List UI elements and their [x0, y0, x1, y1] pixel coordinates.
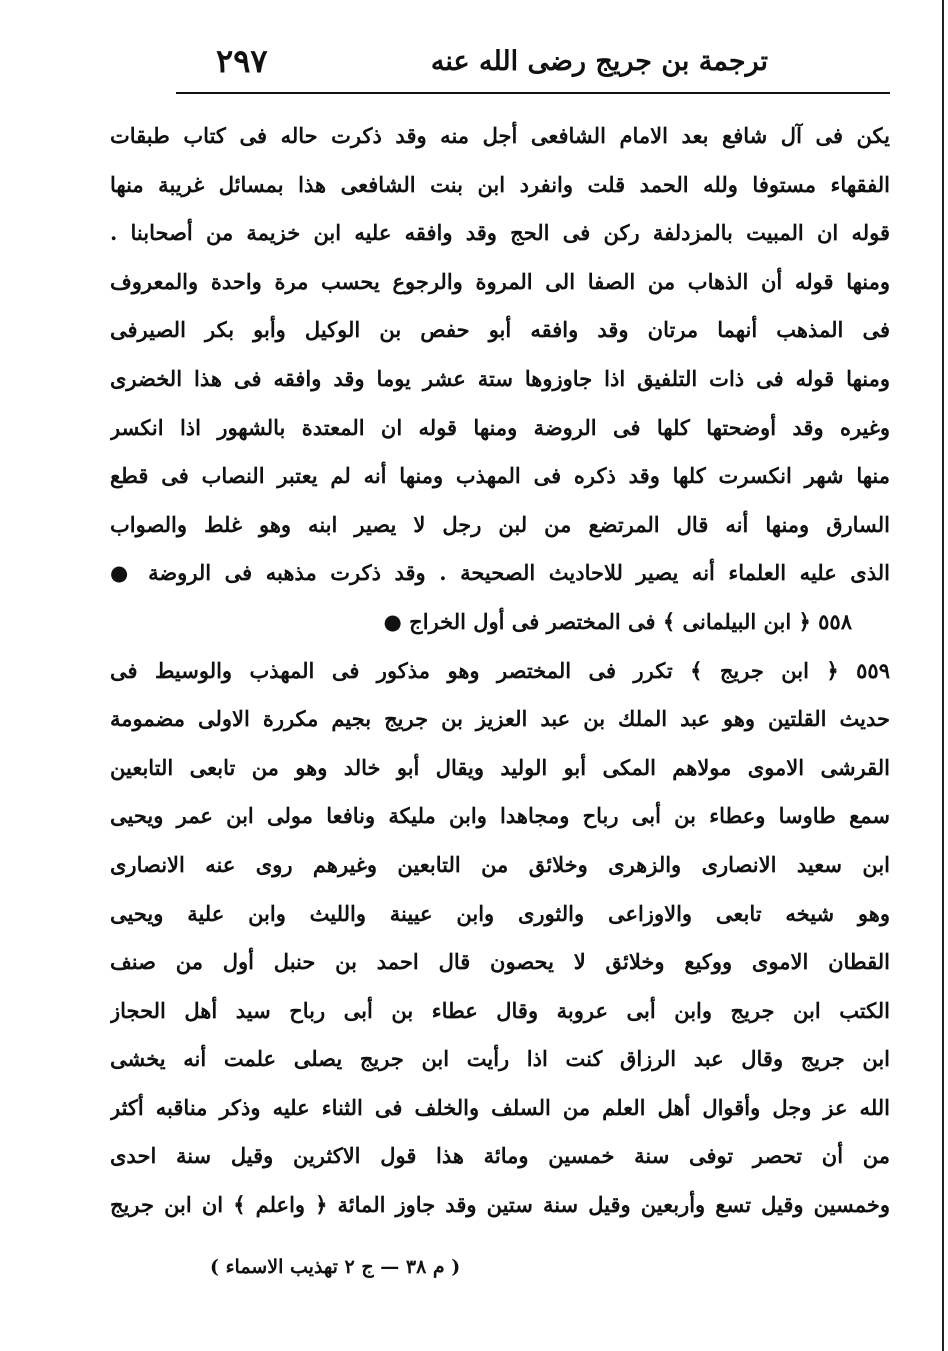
text-line: قوله ان المبيت بالمزدلفة ركن فى الحج وقد وافقه عليه ابن خزيمة من أصحابنا .	[110, 220, 890, 246]
text-line: الله عز وجل وأقوال أهل العلم من السلف والخلف فى الثناء عليه وذكر مناقبه أكثر	[110, 1094, 890, 1120]
text-body	[110, 112, 890, 1230]
text-line: ابن سعيد الانصارى والزهرى وخلائق من التابعين وغيرهم روى عنه الانصارى	[110, 851, 890, 877]
text-line: الفقهاء مستوفا ولله الحمد قلت وانفرد ابن بنت الشافعى هذا بمسائل غريبة منها	[110, 171, 890, 197]
text-line: السارق ومنها أنه قال المرتضع من لبن رجل لا يصير ابنه وهو غلط والصواب	[110, 511, 890, 537]
text-line: حديث القلتين وهو عبد الملك بن عبد العزيز بن جريج بجيم مكررة الاولى مضمومة	[110, 706, 890, 732]
page-edge-line	[942, 0, 944, 1351]
text-line: سمع طاوسا وعطاء بن أبى رباح ومجاهدا وابن مليكة ونافعا مولى ابن عمر ويحيى	[110, 803, 890, 829]
header-rule	[176, 92, 890, 94]
text-line: منها شهر انكسرت كلها وقد ذكره فى المهذب ومنها أنه لم يعتبر النصاب فى قطع	[110, 463, 890, 489]
page-number: ٢٩٧	[216, 42, 268, 80]
running-title: ترجمة بن جريج رضى الله عنه	[430, 46, 768, 77]
text-line: ومنها قوله أن الذهاب من الصفا الى المروة والرجوع يحسب مرة واحدة والمعروف	[110, 268, 890, 294]
signature-reference: ( م ٣٨ — ج ٢ تهذيب الاسماء )	[210, 1256, 461, 1278]
text-line: فى المذهب أنهما مرتان وقد وافقه أبو حفص بن الوكيل وأبو بكر الصيرفى	[110, 317, 890, 343]
page-header	[176, 42, 888, 90]
text-line: وهو شيخه تابعى والاوزاعى والثورى وابن عيينة والليث وابن علية ويحيى	[110, 900, 890, 926]
text-line: وخمسين وقيل تسع وأربعين وقيل سنة ستين وقد جاوز المائة ﴿ واعلم ﴾ ان ابن جريج	[110, 1192, 890, 1218]
text-line: ومنها قوله فى ذات التلفيق اذا جاوزوها ستة عشر يوما وقد وافقه فى هذا الخضرى	[110, 365, 890, 391]
text-line: الكتب ابن جريج وابن أبى عروبة وقال عطاء بن أبى رباح سيد أهل الحجاز	[110, 997, 890, 1023]
text-line: القرشى الاموى مولاهم المكى أبو الوليد ويقال أبو خالد وهو من تابعى التابعين	[110, 754, 890, 780]
text-line: الذى عليه العلماء أنه يصير للاحاديث الصحيحة . وقد ذكرت مذهبه فى الروضة ●	[110, 560, 890, 586]
entry-558-line: ٥٥٨ ﴿ ابن البيلمانى ﴾ فى المختصر فى أول الخراج ●	[383, 608, 852, 634]
text-line: وغيره وقد أوضحتها كلها فى الروضة ومنها قوله ان المعتدة بالشهور اذا انكسر	[110, 414, 890, 440]
text-line: ابن جريج وقال عبد الرزاق كنت اذا رأيت ابن جريج يصلى علمت أنه يخشى	[110, 1046, 890, 1072]
text-line: القطان الاموى ووكيع وخلائق لا يحصون قال احمد بن حنبل أول من صنف	[110, 949, 890, 975]
entry-559-line: ٥٥٩ ﴿ ابن جريج ﴾ تكرر فى المختصر وهو مذكور فى المهذب والوسيط فى	[110, 657, 890, 683]
text-line: يكن فى آل شافع بعد الامام الشافعى أجل منه وقد ذكرت حاله فى كتاب طبقات	[110, 123, 890, 148]
text-line: من أن تحصر توفى سنة خمسين ومائة هذا قول الاكثرين وقيل سنة احدى	[110, 1143, 890, 1169]
